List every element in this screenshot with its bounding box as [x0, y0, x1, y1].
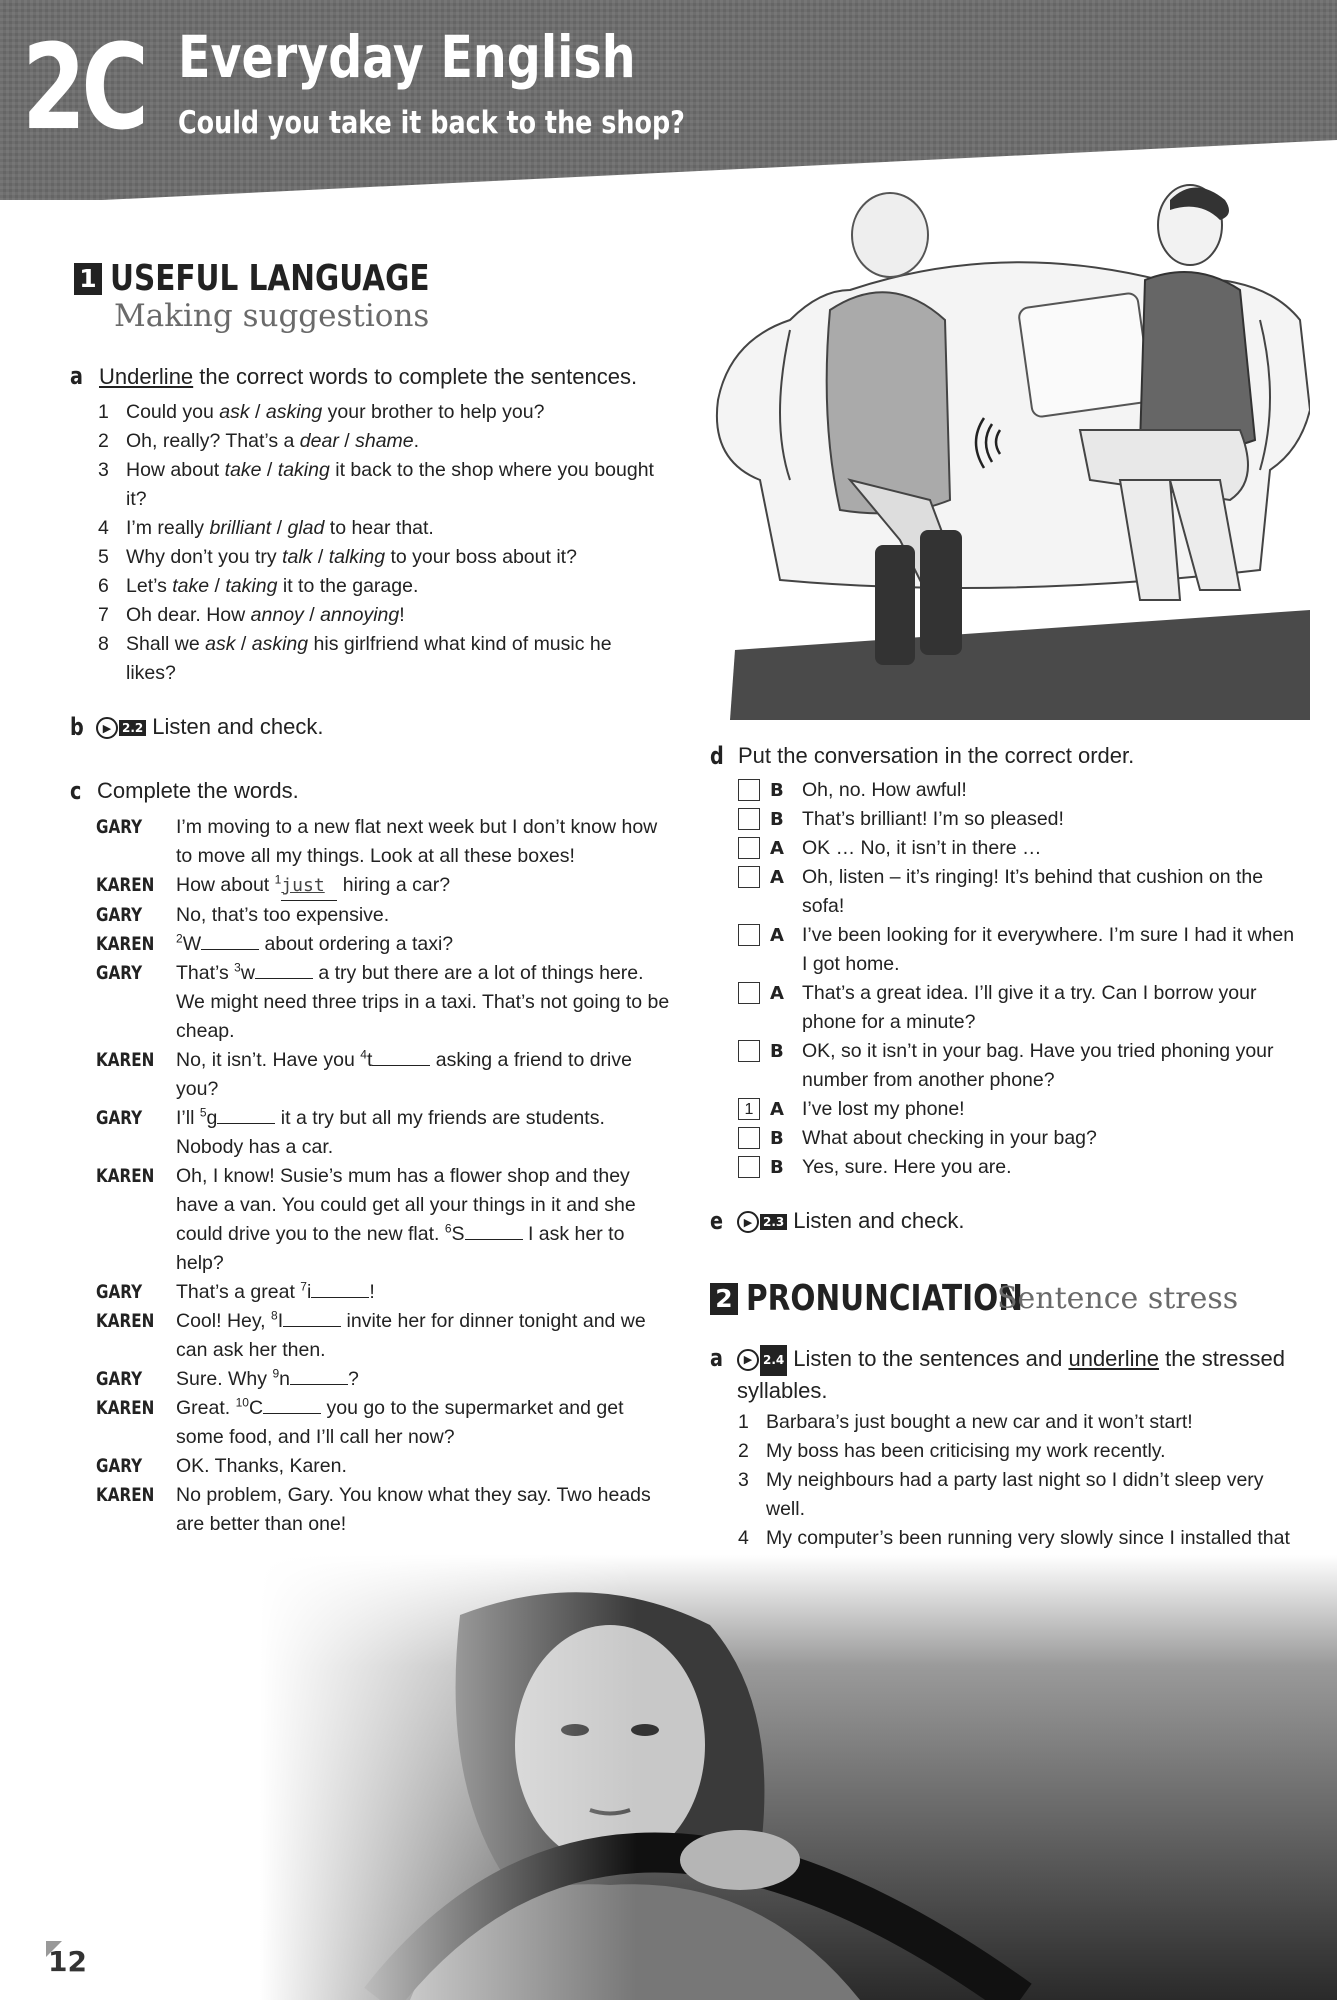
speaker-letter: B — [770, 1041, 784, 1062]
line-post: you go to the supermarket and get some food, and I’ll call her now? — [176, 1397, 624, 1448]
item-number: 8 — [98, 633, 109, 655]
option-1[interactable]: brilliant — [209, 517, 272, 539]
pron-a-text-end: the stressed syllables. — [737, 1346, 1285, 1403]
part-c-letter: c — [70, 777, 82, 805]
pron-item — [738, 1408, 1298, 1437]
speaker-name: KAREN — [96, 1397, 155, 1419]
item-pre: Why don’t you try — [126, 546, 283, 568]
part-e-text: Listen and check. — [793, 1208, 965, 1233]
item-text — [126, 514, 434, 543]
option-1[interactable]: take — [224, 459, 262, 481]
item-text — [126, 427, 419, 456]
line-pre: That’s a great — [176, 1281, 301, 1303]
gap-number: 9 — [272, 1366, 280, 1381]
pron-a-text: Listen to the sentences and — [793, 1346, 1069, 1371]
item-post: it back to the shop where you bought it? — [126, 459, 654, 510]
line-post: ? — [348, 1368, 359, 1390]
part-e-letter: e — [710, 1207, 724, 1235]
section1-title: USEFUL LANGUAGE — [110, 258, 430, 299]
line-post: ! — [369, 1281, 375, 1303]
order-checkbox[interactable]: 1 — [738, 1098, 760, 1120]
speaker-letter: A — [770, 838, 784, 859]
gap-number: 5 — [199, 1105, 207, 1120]
list-item — [98, 601, 658, 630]
line-pre: Oh, I know! Susie’s mum has a flower shop and they have a van. You could get all your things in it and she could drive you to the new flat. — [176, 1165, 636, 1245]
speaker-name: KAREN — [96, 933, 155, 955]
dialogue-line — [96, 1046, 676, 1104]
gap-blank[interactable] — [201, 931, 259, 950]
sofa-illustration — [700, 180, 1310, 720]
speaker-name: GARY — [96, 1455, 143, 1477]
line-pre: Sure. Why — [176, 1368, 273, 1390]
order-text: That’s brilliant! I’m so pleased! — [802, 808, 1064, 830]
play-icon: ▶ — [96, 717, 118, 739]
item-post: it to the garage. — [277, 575, 419, 597]
line-post: hiring a car? — [337, 874, 451, 896]
gap-blank[interactable] — [283, 1308, 341, 1327]
gap-first-letter: i — [306, 1281, 312, 1303]
option-1[interactable]: ask — [205, 633, 236, 655]
woman-left-body — [827, 292, 950, 513]
underline-word: underline — [1068, 1346, 1159, 1371]
part-d-letter: d — [710, 742, 724, 770]
gap-number: 8 — [271, 1308, 278, 1323]
option-2[interactable]: glad — [287, 517, 325, 539]
order-checkbox[interactable] — [738, 1156, 760, 1178]
gap-blank[interactable] — [281, 871, 337, 901]
dialogue-line — [96, 1365, 676, 1394]
part-a-instruction — [99, 364, 637, 390]
order-checkbox[interactable] — [738, 982, 760, 1004]
option-2[interactable]: asking — [251, 633, 309, 655]
line-post: asking a friend to drive you? — [176, 1049, 632, 1100]
item-pre: Let’s — [126, 575, 173, 597]
audio-track-icon[interactable] — [737, 1211, 787, 1233]
right-boot — [920, 530, 962, 655]
section2-number: 2 — [710, 1283, 738, 1315]
order-text: Yes, sure. Here you are. — [802, 1156, 1012, 1178]
order-item — [738, 921, 1298, 979]
speaker-letter: A — [770, 983, 784, 1004]
pron-sentence: My boss has been criticising my work recently. — [766, 1440, 1166, 1462]
speaker-name: GARY — [96, 1368, 143, 1390]
option-1[interactable]: ask — [219, 401, 250, 423]
gap-blank[interactable] — [311, 1279, 369, 1298]
dialogue-line — [96, 1307, 676, 1365]
item-pre: Oh dear. How — [126, 604, 251, 626]
dialogue-line — [96, 959, 676, 1046]
speaker-letter: B — [770, 1128, 784, 1149]
dialogue-line — [96, 1481, 676, 1539]
line-post: I ask her to help? — [176, 1223, 625, 1274]
list-item — [98, 543, 658, 572]
order-item — [738, 776, 1298, 805]
order-text: I’ve been looking for it everywhere. I’m sure I had it when I got home. — [802, 924, 1295, 975]
order-item — [738, 805, 1298, 834]
dialogue-line — [96, 901, 676, 930]
section2-title: PRONUNCIATION — [746, 1278, 1023, 1319]
part-d-instruction: Put the conversation in the correct order. — [738, 743, 1135, 768]
line-pre: No, it isn’t. Have you — [176, 1049, 361, 1071]
section1-subtitle: Making suggestions — [114, 298, 430, 334]
handwritten-answer: just — [281, 875, 325, 896]
order-text: OK … No, it isn’t in there … — [802, 837, 1042, 859]
line-pre: That’s — [176, 962, 235, 984]
order-checkbox[interactable] — [738, 924, 760, 946]
pron-a-instruction — [737, 1344, 1297, 1405]
ordering-list — [738, 776, 1298, 1182]
order-item — [738, 834, 1298, 863]
list-item — [98, 427, 658, 456]
gap-number: 2 — [176, 931, 183, 946]
gap-blank[interactable] — [255, 960, 313, 979]
speaker-name: GARY — [96, 816, 143, 838]
left-boot — [875, 545, 915, 665]
dialogue-text — [176, 1046, 676, 1104]
gap-number: 7 — [300, 1279, 307, 1294]
dialogue-line — [96, 1278, 676, 1307]
section2-heading — [710, 1278, 1044, 1319]
pron-item — [738, 1437, 1298, 1466]
section1-heading — [74, 258, 500, 299]
play-icon: ▶ — [737, 1349, 759, 1371]
dialogue-text: OK. Thanks, Karen. — [176, 1455, 347, 1477]
dialogue-text — [176, 1365, 676, 1394]
order-item — [738, 1037, 1298, 1095]
option-1[interactable]: annoy — [250, 604, 304, 626]
list-item — [98, 398, 658, 427]
dialogue-text — [176, 959, 676, 1046]
option-2[interactable]: annoying — [320, 604, 400, 626]
item-post: his girlfriend what kind of music he likes? — [126, 633, 612, 684]
gap-first-letter: S — [451, 1223, 465, 1245]
speaker-letter: B — [770, 1157, 784, 1178]
woman-right-body — [1140, 272, 1255, 451]
list-item — [98, 456, 658, 514]
order-text: Oh, listen – it’s ringing! It’s behind that cushion on the sofa! — [802, 866, 1264, 917]
dialogue-line — [96, 1452, 676, 1481]
audio-track-number: 2.2 — [119, 720, 146, 736]
option-2[interactable]: taking — [225, 575, 278, 597]
line-post: about ordering a taxi? — [259, 933, 454, 955]
line-pre: Cool! Hey, — [176, 1310, 272, 1332]
dialogue-line — [96, 930, 676, 959]
order-text: Oh, no. How awful! — [802, 779, 967, 801]
speaker-name: GARY — [96, 1107, 143, 1129]
item-pre: Could you — [126, 401, 220, 423]
option-separator: / — [303, 604, 321, 626]
dialogue-line — [96, 1394, 676, 1452]
gap-first-letter: g — [206, 1107, 218, 1129]
page-number: 12 — [48, 1945, 87, 1978]
order-checkbox[interactable] — [738, 837, 760, 859]
gap-number: 10 — [235, 1395, 249, 1410]
dialogue-line — [96, 1162, 676, 1278]
item-number: 4 — [98, 517, 109, 539]
order-checkbox[interactable] — [738, 779, 760, 801]
dialogue — [96, 813, 676, 1539]
line-pre: I’ll — [176, 1107, 200, 1129]
item-number: 6 — [98, 575, 109, 597]
option-separator: / — [249, 401, 266, 423]
gap-first-letter: t — [366, 1049, 373, 1071]
order-item — [738, 979, 1298, 1037]
pron-sentence: My neighbours had a party last night so I didn’t sleep very well. — [766, 1469, 1264, 1520]
gap-first-letter: I — [277, 1310, 284, 1332]
item-number: 1 — [738, 1411, 749, 1433]
part-e-line — [737, 1208, 965, 1234]
dialogue-line — [96, 1104, 676, 1162]
dialogue-text — [176, 1307, 676, 1365]
order-text: That’s a great idea. I’ll give it a try. Can I borrow your phone for a minute? — [802, 982, 1257, 1033]
audio-track-icon[interactable] — [737, 1345, 787, 1376]
cushion-shape — [1018, 292, 1152, 418]
section1-number: 1 — [74, 263, 102, 295]
gap-number: 1 — [274, 872, 282, 887]
item-post: to your boss about it? — [385, 546, 577, 568]
speaker-letter: A — [770, 867, 784, 888]
instruction-rest: the correct words to complete the sentences. — [193, 364, 638, 389]
gap-first-letter: w — [240, 962, 255, 984]
line-pre: How about — [176, 874, 275, 896]
pron-sentence: My computer’s been running very slowly since I installed that — [766, 1527, 1290, 1549]
item-pre: Shall we — [126, 633, 206, 655]
gap-blank[interactable] — [372, 1047, 430, 1066]
option-separator: / — [209, 575, 226, 597]
option-1[interactable]: talk — [282, 546, 313, 568]
gap-first-letter: n — [279, 1368, 290, 1390]
list-item — [98, 514, 658, 543]
speaker-name: GARY — [96, 904, 143, 926]
item-number: 5 — [98, 546, 109, 568]
gap-first-letter: W — [182, 933, 202, 955]
part-a-list — [98, 398, 658, 688]
order-checkbox[interactable] — [738, 1127, 760, 1149]
underline-word: Underline — [99, 364, 194, 389]
item-text — [126, 456, 658, 514]
item-text — [126, 398, 544, 427]
gap-blank[interactable] — [290, 1366, 348, 1385]
option-1[interactable]: dear — [299, 430, 339, 452]
audio-track-number: 2.3 — [760, 1214, 787, 1230]
option-separator: / — [312, 546, 329, 568]
speaker-letter: B — [770, 780, 784, 801]
item-number: 7 — [98, 604, 109, 626]
order-item — [738, 1095, 1298, 1124]
dialogue-text — [176, 1104, 676, 1162]
dialogue-line — [96, 871, 676, 901]
list-item — [98, 572, 658, 601]
option-1[interactable]: take — [172, 575, 210, 597]
audio-track-number: 2.4 — [760, 1345, 787, 1376]
rug-shape — [730, 610, 1310, 720]
gap-blank[interactable] — [217, 1105, 275, 1124]
speaker-letter: A — [770, 1099, 784, 1120]
dialogue-text — [176, 1162, 676, 1278]
part-b-letter: b — [70, 713, 84, 741]
item-pre: I’m really — [126, 517, 210, 539]
item-pre: Oh, really? That’s a — [126, 430, 300, 452]
option-separator: / — [271, 517, 288, 539]
dialogue-text — [176, 871, 676, 901]
gap-blank[interactable] — [465, 1221, 523, 1240]
woman-left-head — [852, 193, 928, 277]
speaker-letter: B — [770, 809, 784, 830]
line-post: invite her for dinner tonight and we can ask her then. — [176, 1310, 646, 1361]
gap-number: 6 — [444, 1221, 452, 1236]
dialogue-text: I’m moving to a new flat next week but I don’t know how to move all my things. Look at all these boxes! — [176, 816, 658, 867]
item-number: 3 — [98, 459, 109, 481]
dialogue-text: No problem, Gary. You know what they say. Two heads are better than one! — [176, 1484, 651, 1535]
speaker-name: GARY — [96, 962, 143, 984]
part-a-letter: a — [70, 362, 83, 390]
speaker-name: KAREN — [96, 1049, 155, 1071]
item-number: 2 — [738, 1440, 749, 1462]
list-item — [98, 630, 658, 688]
item-post: your brother to help you? — [322, 401, 545, 423]
gap-first-letter: C — [248, 1397, 264, 1419]
pron-sentence: Barbara’s just bought a new car and it won’t start! — [766, 1411, 1193, 1433]
dialogue-text: No, that’s too expensive. — [176, 904, 390, 926]
speaker-name: KAREN — [96, 874, 155, 896]
audio-track-icon[interactable] — [96, 717, 146, 739]
order-text: What about checking in your bag? — [802, 1127, 1097, 1149]
speaker-name: KAREN — [96, 1484, 155, 1506]
option-2[interactable]: shame — [355, 430, 414, 452]
gap-number: 4 — [360, 1047, 367, 1062]
order-checkbox[interactable] — [738, 808, 760, 830]
dialogue-line — [96, 813, 676, 871]
speaker-name: KAREN — [96, 1310, 155, 1332]
item-number: 4 — [738, 1527, 749, 1549]
option-separator: / — [235, 633, 252, 655]
pron-a-letter: a — [710, 1344, 723, 1372]
item-text — [126, 543, 577, 572]
page-subtitle: Could you take it back to the shop? — [178, 105, 685, 141]
order-checkbox[interactable] — [738, 1040, 760, 1062]
dialogue-text — [176, 1394, 676, 1452]
item-text — [126, 601, 405, 630]
header-banner — [0, 0, 1337, 200]
order-item — [738, 1124, 1298, 1153]
section2-subtitle: Sentence stress — [997, 1281, 1239, 1316]
driving-woman-photo — [260, 1555, 1337, 2000]
item-text — [126, 630, 658, 688]
order-item — [738, 863, 1298, 921]
item-pre: How about — [126, 459, 225, 481]
item-text — [126, 572, 418, 601]
dialogue-text — [176, 1278, 676, 1307]
option-2[interactable]: talking — [328, 546, 386, 568]
line-post: it a try but all my friends are students. Nobody has a car. — [176, 1107, 605, 1158]
item-post: to hear that. — [324, 517, 434, 539]
gap-number: 3 — [234, 960, 241, 975]
item-number: 2 — [98, 430, 109, 452]
line-post: a try but there are a lot of things here. We might need three trips in a taxi. That’s not going to be cheap. — [176, 962, 670, 1042]
order-checkbox[interactable] — [738, 866, 760, 888]
line-pre: Great. — [176, 1397, 236, 1419]
order-text: I’ve lost my phone! — [802, 1098, 965, 1120]
pron-item — [738, 1466, 1298, 1524]
unit-number: 2C — [22, 18, 145, 156]
page-title: Everyday English — [178, 23, 636, 91]
part-c-instruction: Complete the words. — [97, 778, 299, 803]
order-item — [738, 1153, 1298, 1182]
item-post: . — [413, 430, 420, 452]
dialogue-text — [176, 930, 676, 959]
item-post: ! — [399, 604, 405, 626]
item-number: 3 — [738, 1469, 749, 1491]
gap-blank[interactable] — [263, 1395, 321, 1414]
part-b-text: Listen and check. — [152, 714, 324, 739]
play-icon: ▶ — [737, 1211, 759, 1233]
speaker-letter: A — [770, 925, 784, 946]
option-2[interactable]: taking — [277, 459, 330, 481]
option-separator: / — [261, 459, 278, 481]
speaker-name: GARY — [96, 1281, 143, 1303]
order-text: OK, so it isn’t in your bag. Have you tried phoning your number from another phone? — [802, 1040, 1274, 1091]
option-2[interactable]: asking — [265, 401, 323, 423]
option-separator: / — [338, 430, 356, 452]
speaker-name: KAREN — [96, 1165, 155, 1187]
item-number: 1 — [98, 401, 109, 423]
part-b-line — [96, 714, 324, 740]
